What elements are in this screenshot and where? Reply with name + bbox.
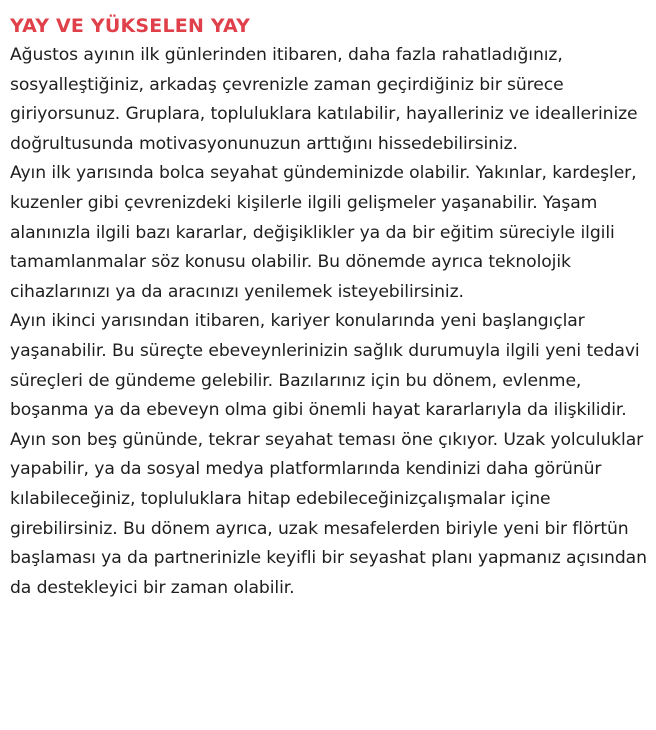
- paragraph-first-half: Ayın ilk yarısında bolca seyahat gündeminizde olabilir. Yakınlar, kardeşler, kuzenler gibi çevrenizdeki kişilerle ilgili gelişmeler yaşanabilir. Yaşam alanınızla ilgili bazı kararlar, değişiklikler ya da bir eğitim süreciyle ilgili tamamlanmalar söz konusu olabilir. Bu dönemde ayrıca teknolojik cihazlarınızı ya da aracınızı yenilemek isteyebilirsiniz.: [10, 163, 637, 302]
- paragraph-second-half: Ayın ikinci yarısından itibaren, kariyer konularında yeni başlangıçlar yaşanabilir. Bu süreçte ebeveynlerinizin sağlık durumuyla ilgili yeni tedavi süreçleri de gündeme gelebilir. Bazılarınız için bu dönem, evlenme, boşanma ya da ebeveyn olma gibi önemli hayat kararlarıyla da ilişkilidir.: [10, 311, 640, 421]
- paragraph-early-month: Ağustos ayının ilk günlerinden itibaren, daha fazla rahatladığınız, sosyalleştiğiniz, arkadaş çevrenizle zaman geçirdiğiniz bir sürece giriyorsunuz. Gruplara, topluluklara katılabilir, hayalleriniz ve ideallerinize doğrultusunda motivasyonunuzun arttığını hissedebilirsiniz.: [10, 45, 638, 154]
- horoscope-article: [10, 14, 650, 603]
- article-title: YAY VE YÜKSELEN YAY: [10, 15, 251, 37]
- paragraph-last-days: Ayın son beş gününde, tekrar seyahat teması öne çıkıyor. Uzak yolculuklar yapabilir, ya da sosyal medya platformlarında kendinizi daha görünür kılabileceğiniz, topluluklara hitap edebileceğinizçalışmalar içine girebilirsiniz. Bu dönem ayrıca, uzak mesafelerden biriyle yeni bir flörtün başlaması ya da partnerinizle keyifli bir seyashat planı yapmanız açısından da destekleyici bir zaman olabilir.: [10, 429, 647, 598]
